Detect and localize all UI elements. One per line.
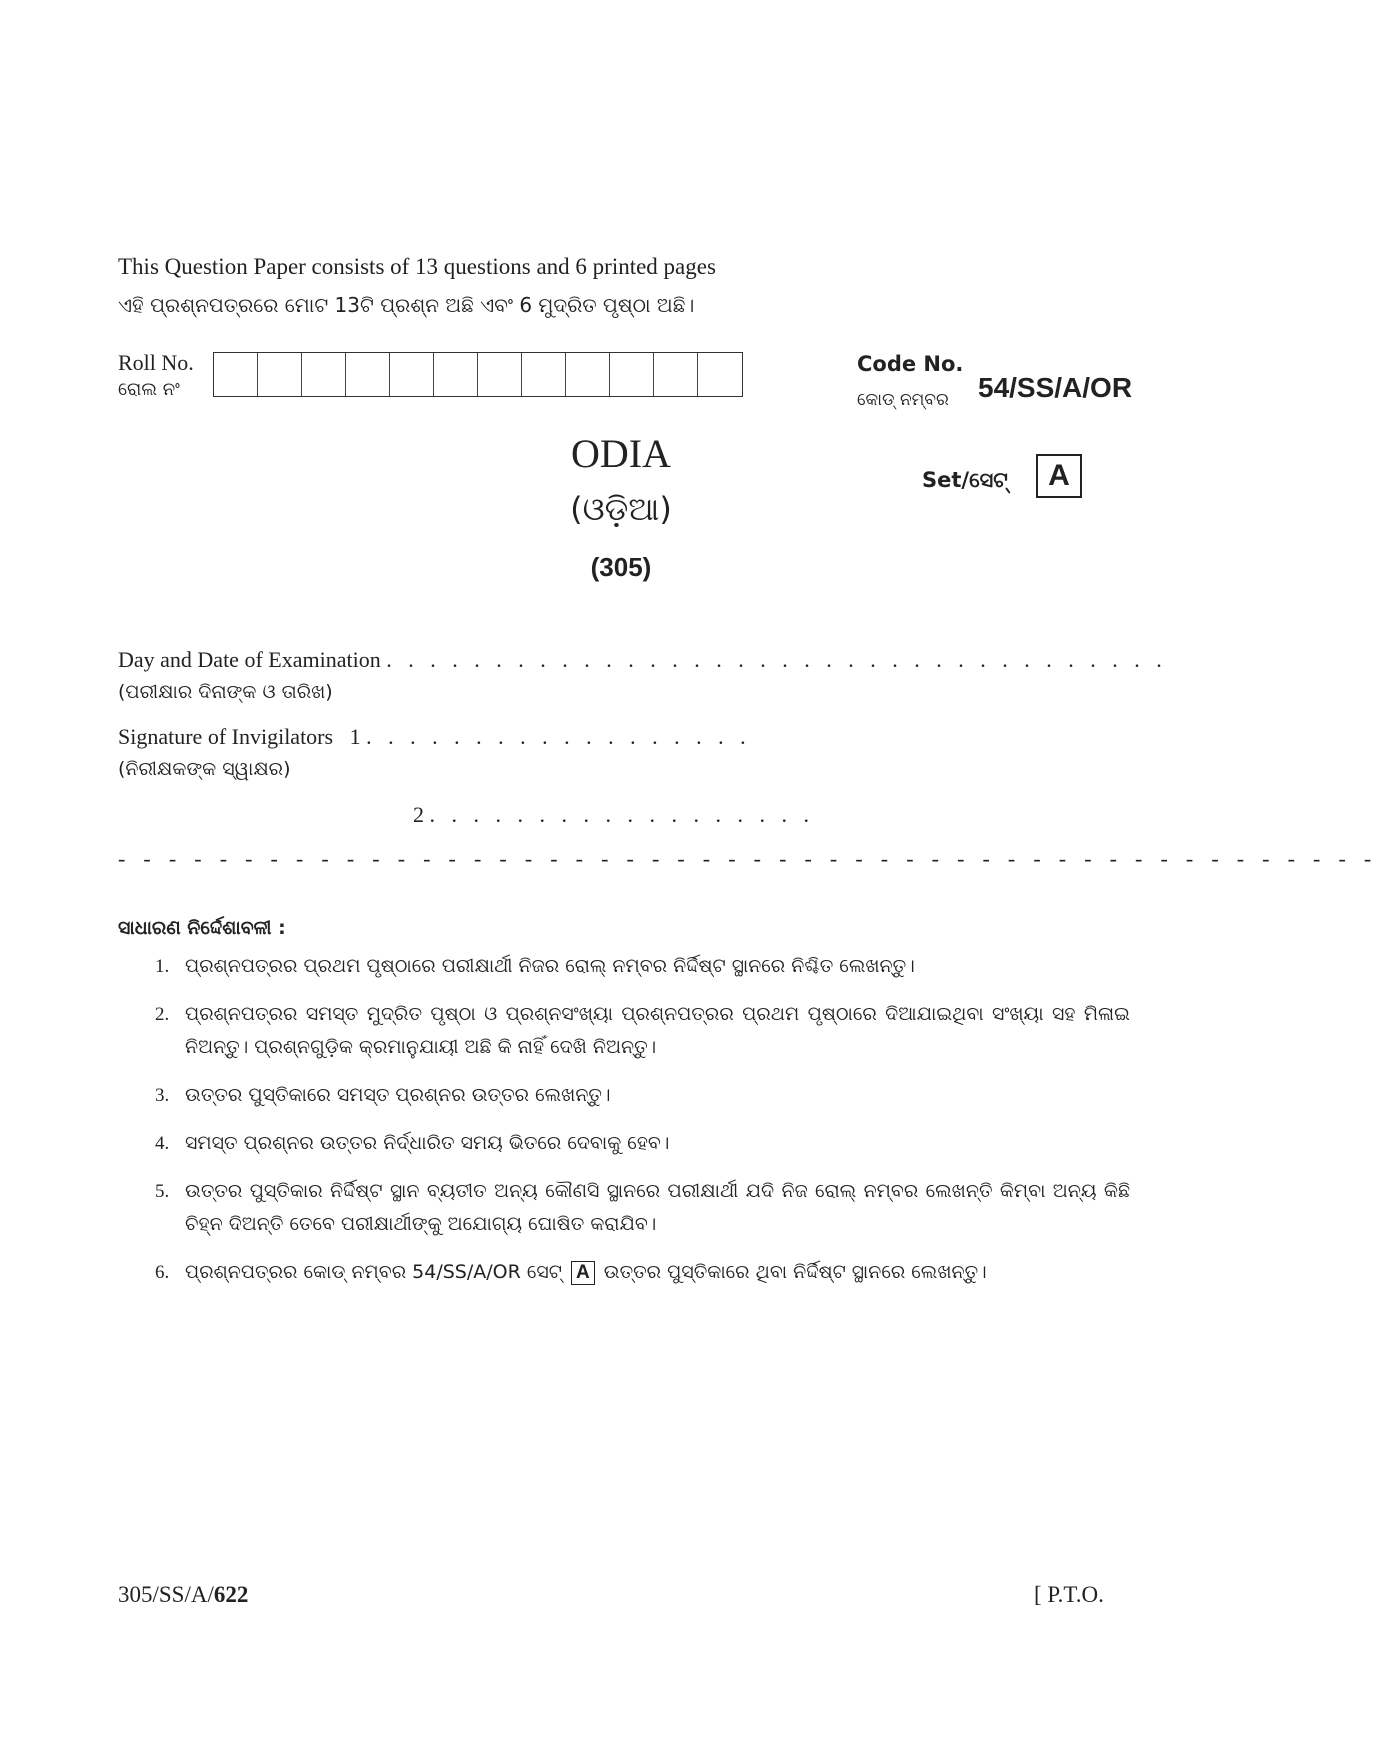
instruction-text [185, 1256, 1130, 1289]
roll-number-boxes[interactable] [213, 352, 743, 397]
roll-number-cell[interactable] [214, 353, 258, 396]
general-instructions-title: ସାଧାରଣ ନିର୍ଦ୍ଦେଶାବଳୀ : [118, 917, 286, 939]
subject-title: ODIA [571, 431, 671, 476]
page-count-note-odia: ଏହି ପ୍ରଶ୍ନପତ୍ରରେ ମୋଟ 13ଟି ପ୍ରଶ୍ନ ଅଛି ଏବଂ 6 ମୁଦ୍ରିତ ପୃଷ୍ଠା ଅଛି। [118, 293, 695, 317]
roll-number-cell[interactable] [390, 353, 434, 396]
instruction-text: ସମସ୍ତ ପ୍ରଶ୍ନର ଉତ୍ତର ନିର୍ଦ୍ଧାରିତ ସମୟ ଭିତରେ ଦେବାକୁ ହେବ। [185, 1132, 670, 1154]
cut-line-separator: - - - - - - - - - - - - - - - - - - - - - - - - - - - - - - - - - - - - - - - - - - - - - - - - - - [118, 846, 1378, 871]
instruction-item [155, 950, 1130, 983]
roll-number-label: Roll No. [118, 350, 194, 375]
roll-number-cell[interactable] [522, 353, 566, 396]
roll-number-cell[interactable] [698, 353, 742, 396]
pto-marker: [ P.T.O. [1034, 1582, 1104, 1607]
subject-title-odia: (ଓଡ଼ିଆ) [570, 490, 672, 528]
instruction-text: ଉତ୍ତର ପୁସ୍ତିକାର ନିର୍ଦ୍ଦିଷ୍ଟ ସ୍ଥାନ ବ୍ୟତୀତ ଅନ୍ୟ କୌଣସି ସ୍ଥାନରେ ପରୀକ୍ଷାର୍ଥୀ ଯଦି ନିଜ ରୋଲ୍ ନମ୍ବର ଲେଖନ୍ତି କିମ୍ବା ଅନ୍ୟ କିଛି ଚିହ୍ନ ଦିଅନ୍ତି ତେବେ ପରୀକ୍ଷାର୍ଥୀଙ୍କୁ ଅଯୋଗ୍ୟ ଘୋଷିତ କରାଯିବ। [185, 1180, 1130, 1235]
invigilator-signature-label-odia: (ନିରୀକ୍ଷକଙ୍କ ସ୍ୱାକ୍ଷର) [118, 758, 291, 780]
roll-number-cell[interactable] [346, 353, 390, 396]
paper-code-number: 622 [213, 1582, 249, 1607]
exam-date-label: Day and Date of Examination [118, 647, 381, 672]
paper-code-footer [118, 1582, 248, 1608]
roll-number-cell[interactable] [258, 353, 302, 396]
instruction-number: 3. [155, 1085, 170, 1106]
subject-code: (305) [590, 552, 652, 582]
invigilator-signature-1[interactable]: 1. . . . . . . . . . . . . . . . . . [349, 724, 752, 749]
exam-date-blank[interactable]: . . . . . . . . . . . . . . . . . . . . . . . . . . . . . . . . . . . . [386, 647, 1168, 672]
instruction-item [155, 1256, 1130, 1289]
code-number-label-odia: କୋଡ୍ ନମ୍ବର [857, 390, 949, 410]
instruction-item [155, 1175, 1130, 1241]
set-value-box: A [1036, 454, 1082, 498]
roll-number-cell[interactable] [302, 353, 346, 396]
instruction-number: 5. [155, 1181, 170, 1202]
roll-number-cell[interactable] [478, 353, 522, 396]
set-label: Set/ସେଟ୍ [922, 468, 1008, 492]
instruction-item [155, 998, 1130, 1064]
instruction-text-part: ଉତ୍ତର ପୁସ୍ତିକାରେ ଥିବା ନିର୍ଦ୍ଦିଷ୍ଟ ସ୍ଥାନରେ ଲେଖନ୍ତୁ। [603, 1261, 987, 1283]
instruction-number: 6. [155, 1262, 170, 1283]
instruction-item [155, 1079, 1130, 1112]
instruction-text: ପ୍ରଶ୍ନପତ୍ରର ସମସ୍ତ ମୁଦ୍ରିତ ପୃଷ୍ଠା ଓ ପ୍ରଶ୍ନସଂଖ୍ୟା ପ୍ରଶ୍ନପତ୍ରର ପ୍ରଥମ ପୃଷ୍ଠାରେ ଦିଆଯାଇଥିବା ସଂଖ୍ୟା ସହ ମିଳାଇ ନିଅନ୍ତୁ। ପ୍ରଶ୍ନଗୁଡ଼ିକ କ୍ରମାନୁଯାୟୀ ଅଛି କି ନାହିଁ ଦେଖି ନିଅନ୍ତୁ। [185, 1003, 1130, 1058]
instruction-text: ଉତ୍ତର ପୁସ୍ତିକାରେ ସମସ୍ତ ପ୍ରଶ୍ନର ଉତ୍ତର ଲେଖନ୍ତୁ। [185, 1084, 611, 1106]
roll-number-cell[interactable] [654, 353, 698, 396]
instruction-text: ପ୍ରଶ୍ନପତ୍ରର ପ୍ରଥମ ପୃଷ୍ଠାରେ ପରୀକ୍ଷାର୍ଥୀ ନିଜର ରୋଲ୍ ନମ୍ବର ନିର୍ଦ୍ଦିଷ୍ଟ ସ୍ଥାନରେ ନିଶ୍ଚିତ ଲେଖନ୍ତୁ। [185, 955, 915, 977]
exam-date-row [118, 647, 1167, 673]
invigilator-signature-2[interactable]: 2. . . . . . . . . . . . . . . . . . [413, 802, 815, 827]
page-count-note: This Question Paper consists of 13 questions and 6 printed pages [118, 254, 716, 279]
exam-date-label-odia: (ପରୀକ୍ଷାର ଦିନାଙ୍କ ଓ ତାରିଖ) [118, 681, 333, 703]
code-number-value: 54/SS/A/OR [978, 372, 1133, 403]
instruction-number: 1. [155, 956, 170, 977]
invigilator-signature-row [118, 724, 751, 750]
instruction-item [155, 1127, 1130, 1160]
instructions-list [155, 950, 1130, 1304]
roll-number-cell[interactable] [610, 353, 654, 396]
instruction-text-part: ପ୍ରଶ୍ନପତ୍ରର କୋଡ୍ ନମ୍ବର 54/SS/A/OR ସେଟ୍ [185, 1261, 562, 1283]
code-number-label: Code No. [857, 352, 964, 376]
roll-number-label-odia: ରୋଲ ନଂ [118, 379, 180, 400]
roll-number-cell[interactable] [434, 353, 478, 396]
instruction-number: 4. [155, 1133, 170, 1154]
paper-code-prefix: 305/SS/A/ [118, 1582, 214, 1607]
invigilator-signature-label: Signature of Invigilators [118, 724, 334, 749]
set-inline-box: A [571, 1261, 595, 1285]
instruction-number: 2. [155, 1004, 170, 1025]
roll-number-cell[interactable] [566, 353, 610, 396]
